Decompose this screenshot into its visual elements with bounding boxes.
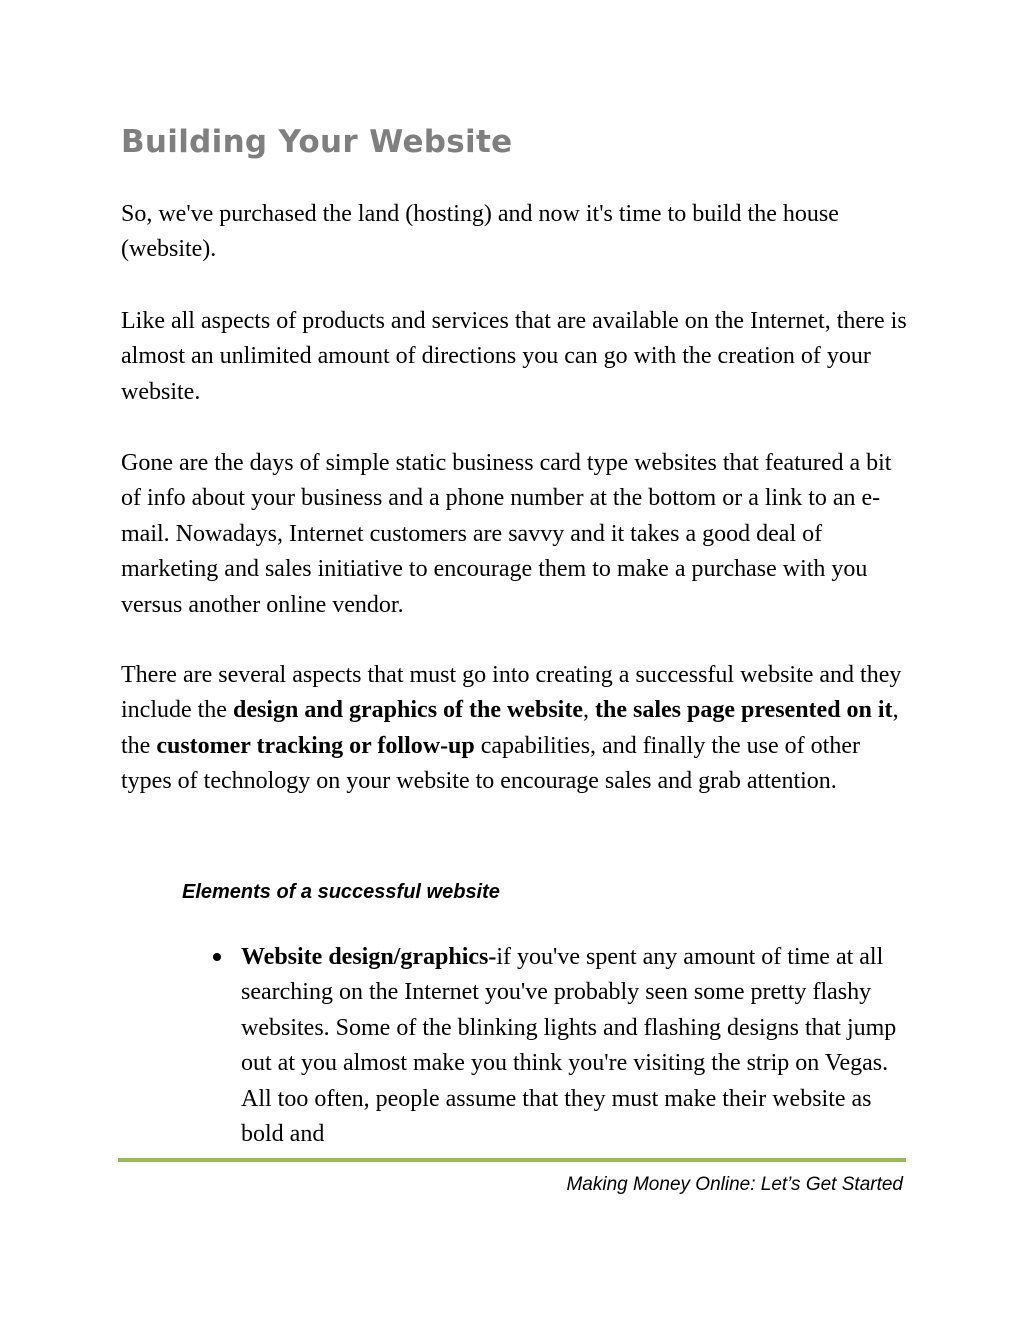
bullet-icon [213,953,221,961]
emphasis-sales-page: the sales page presented on it [595,697,893,724]
footer-divider [118,1158,906,1162]
paragraph-static-websites: Gone are the days of simple static business card type websites that featured a bit of info about your business and a phone number at the bottom or a link to an e-mail. Nowadays, Internet customers are savvy and it takes a good deal of marketing and sales initiative to encourage them to make a purchase with you versus another online vendor. [121,450,892,618]
paragraph-aspects [121,658,911,800]
paragraph-intro: So, we've purchased the land (hosting) and now it's time to build the house (website). [121,201,839,263]
page-title: Building Your Website [121,124,513,160]
elements-list [241,940,913,1152]
list-item-text: if you've spent any amount of time at all searching on the Internet you've probably seen some pretty flashy websites. Some of the blinking lights and flashing designs that jump out at you almost make you think you're visiting the strip on Vegas. All too often, people assume that they must make their website as bold and [241,944,897,1148]
paragraph-directions: Like all aspects of products and services that are available on the Internet, there is almost an unlimited amount of directions you can go with the creation of your website. [121,308,907,405]
section-subheading: Elements of a successful website [182,881,500,903]
list-item [241,940,913,1152]
paragraph-aspects-text-4: capabilities, and finally the use of other types of technology on your website to encourage sales and grab attention. [121,732,860,795]
paragraph-aspects-text-3: , the [121,697,899,759]
list-item-bold-label: Website design/graphics- [241,944,497,970]
paragraph-aspects-text-2: , [583,697,595,724]
emphasis-design-graphics: design and graphics of the website [232,697,583,724]
emphasis-customer-tracking: customer tracking or follow-up [156,732,475,759]
paragraph-aspects-text-1: There are several aspects that must go into creating a successful website and they include the [121,662,902,724]
footer-text: Making Money Online: Let’s Get Started [566,1174,903,1195]
